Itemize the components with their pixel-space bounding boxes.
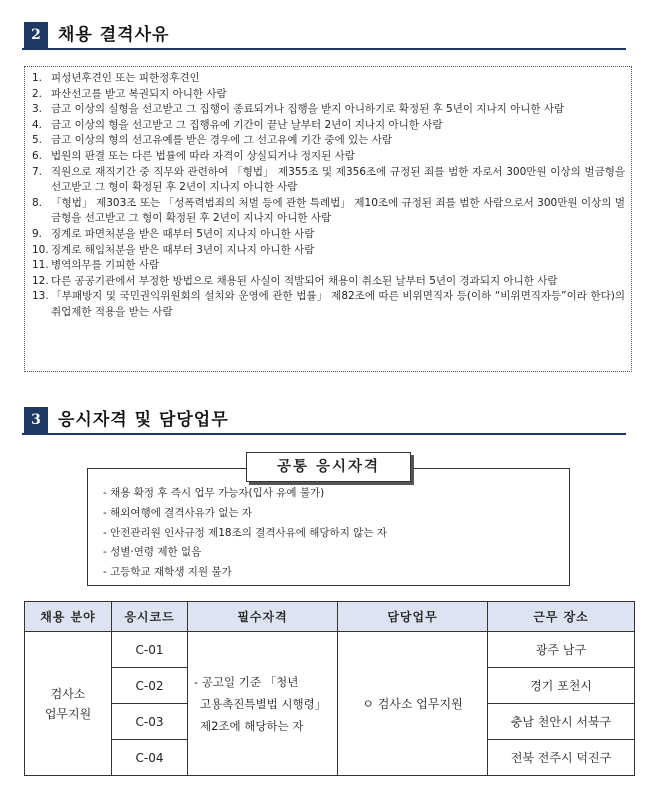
location-cell: 전북 전주시 덕진구 [488, 740, 635, 776]
list-item-number: 4. [32, 118, 43, 131]
list-item-number: 3. [32, 103, 43, 116]
list-item-text: 「형법」 제303조 또는 「성폭력범죄의 처벌 등에 관한 특례법」 제10조에 규정된 죄를 범한 사람으로서 300만원 이상의 벌금형을 선고받고 그 형이 확정된 후 2년이 지나지 아니한 사람 [51, 196, 625, 225]
header-requirement: 필수자격 [188, 602, 338, 632]
list-item [32, 71, 625, 87]
field-line-2: 업무지원 [44, 706, 92, 721]
list-item: - 채용 확정 후 즉시 업무 가능자(입사 유예 불가) [103, 487, 325, 499]
list-item-text: 금고 이상의 실형을 선고받고 그 집행이 종료되거나 집행을 받지 아니하기로 확정된 후 5년이 지나지 아니한 사람 [51, 103, 565, 116]
list-item-number: 12. [32, 274, 49, 287]
list-item-text: 다른 공공기관에서 부정한 방법으로 채용된 사실이 적발되어 채용이 취소된 날부터 5년이 경과되지 아니한 사람 [51, 274, 558, 287]
list-item-text: 법원의 판결 또는 다른 법률에 따라 자격이 상실되거나 정지된 사람 [51, 149, 355, 162]
list-item: - 성별·연령 제한 없음 [103, 546, 202, 559]
list-item [32, 227, 625, 243]
header-field: 채용 분야 [25, 602, 112, 632]
list-item-text: 파산선고를 받고 복권되지 아니한 사람 [51, 87, 227, 100]
code-cell: C-03 [112, 704, 188, 740]
section-2-number: 2 [24, 22, 48, 48]
table-row [25, 632, 635, 668]
list-item-text: 피성년후견인 또는 피한정후견인 [51, 72, 200, 84]
header-duty: 담당업무 [338, 602, 488, 632]
list-item [32, 149, 625, 165]
requirement-line-3: 제2조에 해당하는 자 [200, 718, 304, 733]
list-item-text: 직원으로 재직기간 중 직무와 관련하여 「형법」 제355조 및 제356조에 규정된 죄를 범한 자로서 300만원 이상의 벌금형을 선고받고 그 형이 확정된 후 2년이 지나지 아니한 사람 [51, 165, 625, 194]
section-2-title: 채용 결격사유 [58, 25, 170, 45]
list-item-text: 징계로 파면처분을 받은 때부터 5년이 지나지 아니한 사람 [51, 227, 315, 240]
duty-cell: ㅇ 검사소 업무지원 [338, 632, 488, 776]
table-header-row [25, 602, 635, 632]
field-cell [25, 632, 112, 776]
list-item [32, 196, 625, 227]
list-item [32, 274, 625, 290]
list-item-text: 「부패방지 및 국민권익위원회의 설치와 운영에 관한 법률」 제82조에 따른 비위면직자 등(이하 “비위면직자등”이라 한다)의 취업제한 적용을 받는 사람 [51, 290, 625, 318]
list-item-text: 금고 이상의 형의 선고유예를 받은 경우에 그 선고유예 기간 중에 있는 사람 [51, 134, 393, 147]
location-cell: 경기 포천시 [488, 668, 635, 704]
section-3-title: 응시자격 및 담당업무 [58, 410, 229, 430]
list-item-number: 7. [32, 165, 43, 178]
list-item-text: 징계로 해임처분을 받은 때부터 3년이 지나지 아니한 사람 [51, 243, 315, 256]
list-item [32, 258, 625, 274]
list-item [32, 102, 625, 118]
code-cell: C-02 [112, 668, 188, 704]
list-item: - 해외여행에 결격사유가 없는 자 [103, 506, 252, 519]
section-3-number: 3 [24, 407, 48, 433]
code-cell: C-04 [112, 740, 188, 776]
list-item-number: 9. [32, 227, 43, 240]
section-3-header [22, 405, 626, 435]
list-item [32, 289, 625, 320]
header-code: 응시코드 [112, 602, 188, 632]
list-item-text: 병역의무를 기피한 사람 [51, 259, 160, 272]
list-item: - 고등학교 재학생 지원 불가 [103, 566, 232, 579]
location-cell: 충남 천안시 서북구 [488, 704, 635, 740]
code-cell: C-01 [112, 632, 188, 668]
list-item-number: 13. [32, 290, 49, 303]
list-item-number: 2. [32, 87, 43, 100]
list-item [32, 133, 625, 149]
list-item [32, 87, 625, 103]
field-line-1: 검사소 [50, 686, 86, 701]
list-item-number: 8. [32, 196, 43, 209]
list-item-number: 5. [32, 134, 43, 147]
requirement-line-1: - 공고일 기준 「청년 [194, 674, 299, 689]
location-cell: 광주 남구 [488, 632, 635, 668]
common-qualifications-title: 공통 응시자격 [246, 452, 411, 482]
list-item: - 안전관리원 인사규정 제18조의 결격사유에 해당하지 않는 자 [103, 526, 387, 539]
list-item-number: 6. [32, 149, 43, 162]
list-item [32, 165, 625, 196]
header-location: 근무 장소 [488, 602, 635, 632]
requirement-line-2: 고용촉진특별법 시행령」 [200, 696, 327, 711]
disqualification-reasons-box [24, 66, 632, 372]
list-item [32, 243, 625, 259]
list-item-number: 11. [32, 259, 49, 272]
list-item-text: 금고 이상의 형을 선고받고 그 집행유예 기간이 끝난 날부터 2년이 지나지 아니한 사람 [51, 118, 443, 131]
section-2-header [22, 20, 626, 50]
common-qualifications-list [103, 484, 387, 583]
requirement-cell [188, 632, 338, 776]
job-table [24, 601, 635, 776]
list-item [32, 118, 625, 134]
list-item-number: 1. [32, 72, 43, 84]
list-item-number: 10. [32, 243, 49, 256]
